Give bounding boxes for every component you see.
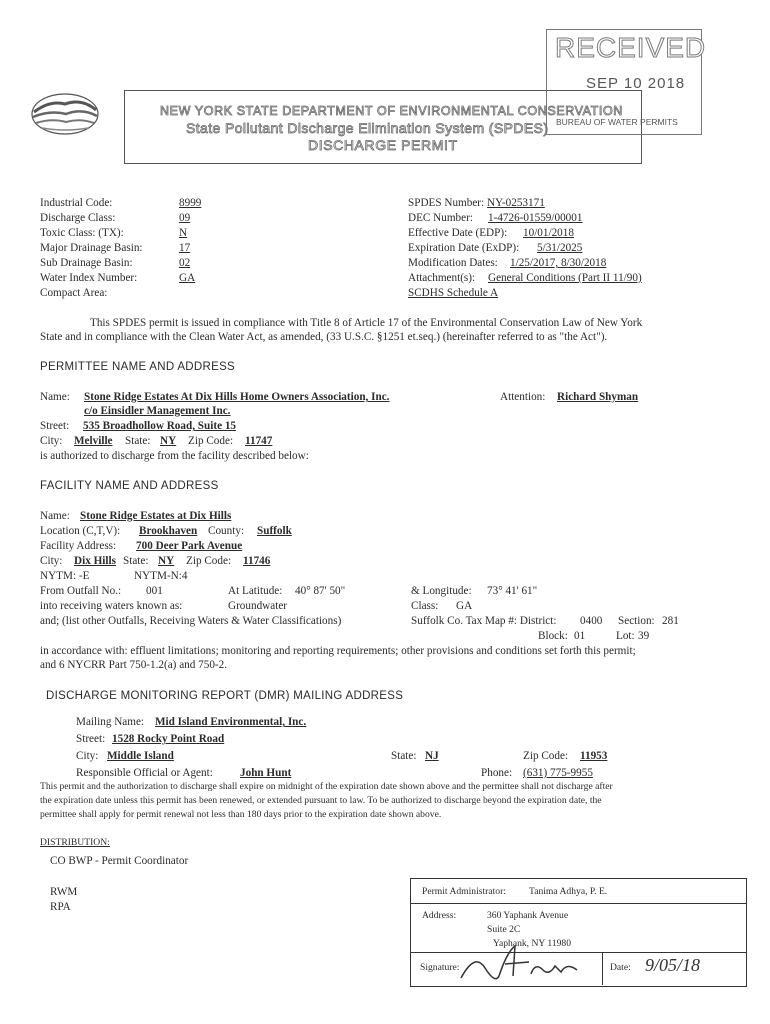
water-index-value: GA (179, 272, 196, 284)
compact-area-label: Compact Area: (40, 287, 108, 299)
facility-address: 700 Deer Park Avenue (136, 540, 243, 552)
dec-logo (30, 92, 100, 136)
attachments-label: Attachment(s): (408, 272, 476, 284)
major-basin-value: 17 (179, 242, 191, 254)
header-permit-title: DISCHARGE PERMIT (308, 137, 458, 153)
facility-county-label: County: (208, 525, 245, 537)
received-date: SEP 10 2018 (586, 75, 686, 92)
dmr-phone-label: Phone: (481, 767, 513, 779)
tax-block: 01 (574, 630, 586, 642)
received-bureau: BUREAU OF WATER PERMITS (556, 117, 678, 127)
permittee-name-2: c/o Einsidler Management Inc. (84, 405, 231, 417)
permittee-name-label: Name: (40, 391, 70, 403)
attachments-value: General Conditions (Part II 11/90) (488, 272, 642, 284)
tax-section-label: Section: (618, 615, 655, 627)
dmr-phone: (631) 775-9955 (523, 767, 593, 779)
admin-address-1: 360 Yaphank Avenue (487, 910, 569, 921)
attention-label: Attention: (500, 391, 546, 403)
water-class: GA (456, 600, 473, 612)
facility-city: Dix Hills (74, 555, 116, 567)
attention-name: Richard Shyman (557, 391, 639, 403)
facility-name-label: Name: (40, 510, 70, 522)
longitude-label: & Longitude: (411, 585, 472, 597)
sub-basin-value: 02 (179, 257, 191, 269)
date-label: Date: (610, 962, 631, 973)
expiration-date-value: 5/31/2025 (537, 242, 583, 254)
facility-zip: 11746 (243, 555, 271, 567)
admin-date-divider (602, 952, 603, 985)
spdes-number-label: SPDES Number: (408, 197, 485, 209)
receiving-waters-label: into receiving waters known as: (40, 600, 183, 612)
discharge-class-value: 09 (179, 212, 191, 224)
receiving-waters: Groundwater (228, 600, 288, 612)
facility-county: Suffolk (257, 525, 292, 537)
effective-date-value: 10/01/2018 (523, 227, 574, 239)
tax-lot: 39 (638, 630, 650, 642)
expiry-line-2: the expiration date unless this permit has been renewed, or extended pursuant to law. To be authorized to discharge beyond the expiration date, the (40, 795, 602, 806)
dmr-city: Middle Island (107, 750, 174, 762)
permittee-state-label: State: (125, 435, 151, 447)
admin-address-2: Suite 2C (487, 924, 521, 935)
facility-location: Brookhaven (139, 525, 198, 537)
intro-line-2: State and in compliance with the Clean Water Act, as amended, (33 U.S.C. §1251 et.seq.) (hereinafter referred to as "the Act"). (40, 331, 608, 343)
distribution-item: RWM (50, 886, 78, 898)
dmr-city-label: City: (76, 750, 99, 762)
facility-state: NY (158, 555, 175, 567)
facility-zip-label: Zip Code: (186, 555, 232, 567)
dmr-zip: 11953 (580, 750, 608, 762)
expiry-line-1: This permit and the authorization to discharge shall expire on midnight of the expiration date shown above and the permittee shall not discharge after (40, 781, 613, 792)
dmr-state-label: State: (391, 750, 417, 762)
signature-label: Signature: (420, 962, 460, 973)
water-class-label: Class: (411, 600, 439, 612)
outfall-number: 001 (146, 585, 163, 597)
longitude-value: 73° 41' 61" (487, 585, 538, 597)
header-spdes: State Pollutant Discharge Elimination System (SPDES) (186, 120, 549, 136)
permittee-zip-label: Zip Code: (188, 435, 234, 447)
spdes-number-value: NY-0253171 (487, 197, 545, 209)
intro-line-1: This SPDES permit is issued in compliance with Title 8 of Article 17 of the Environmental Conservation Law of New York (90, 317, 643, 329)
facility-heading: FACILITY NAME AND ADDRESS (40, 480, 219, 492)
distribution-item: RPA (50, 901, 71, 913)
facility-address-label: Facility Address: (40, 540, 117, 552)
admin-address-label: Address: (422, 910, 457, 921)
expiry-line-3: permittee shall apply for permit renewal not less than 180 days prior to the expiration date shown above. (40, 809, 442, 820)
accordance-line-1: in accordance with: effluent limitations; monitoring and reporting requirements; other provisions and conditions set forth this permit; (40, 645, 636, 657)
industrial-code-label: Industrial Code: (40, 197, 113, 209)
sub-basin-label: Sub Drainage Basin: (40, 257, 133, 269)
nytm-n: NYTM-N:4 (134, 570, 188, 582)
dec-number-label: DEC Number: (408, 212, 473, 224)
dmr-street: 1528 Rocky Point Road (112, 733, 225, 745)
admin-divider (410, 903, 747, 904)
admin-address-3: Yaphank, NY 11980 (493, 938, 571, 949)
attachments-value-2: SCDHS Schedule A (408, 287, 499, 299)
tax-district: 0400 (580, 615, 603, 627)
administrator-label: Permit Administrator: (422, 886, 506, 897)
accordance-line-2: and 6 NYCRR Part 750-1.2(a) and 750-2. (40, 659, 228, 671)
other-outfalls: and; (list other Outfalls, Receiving Waters & Water Classifications) (40, 615, 342, 627)
permittee-heading: PERMITTEE NAME AND ADDRESS (40, 361, 236, 373)
received-word: RECEIVED (555, 32, 707, 63)
discharge-class-label: Discharge Class: (40, 212, 116, 224)
dmr-heading: DISCHARGE MONITORING REPORT (DMR) MAILING ADDRESS (46, 690, 404, 702)
dmr-official: John Hunt (240, 767, 292, 779)
permittee-zip: 11747 (245, 435, 273, 447)
facility-state-label: State: (123, 555, 149, 567)
facility-location-label: Location (C,T,V): (40, 525, 121, 537)
tax-map-label: Suffolk Co. Tax Map #: District: (411, 615, 557, 627)
latitude-label: At Latitude: (228, 585, 283, 597)
modification-dates-value: 1/25/2017, 8/30/2018 (510, 257, 607, 269)
modification-dates-label: Modification Dates: (408, 257, 498, 269)
industrial-code-value: 8999 (179, 197, 202, 209)
facility-name: Stone Ridge Estates at Dix Hills (80, 510, 232, 522)
permittee-street: 535 Broadhollow Road, Suite 15 (83, 420, 237, 432)
distribution-heading: DISTRIBUTION: (40, 837, 110, 848)
major-basin-label: Major Drainage Basin: (40, 242, 143, 254)
permittee-city: Melville (74, 435, 113, 447)
expiration-date-label: Expiration Date (ExDP): (408, 242, 520, 254)
nytm-e: NYTM: -E (40, 570, 90, 582)
permittee-state: NY (160, 435, 177, 447)
date-value: 9/05/18 (645, 955, 701, 975)
tax-lot-label: Lot: (616, 630, 635, 642)
tax-section: 281 (662, 615, 679, 627)
facility-city-label: City: (40, 555, 63, 567)
signature (455, 942, 590, 984)
administrator-name: Tanima Adhya, P. E. (529, 886, 608, 897)
dmr-street-label: Street: (76, 733, 106, 745)
permittee-authorized: is authorized to discharge from the facility described below: (40, 450, 309, 462)
outfall-label: From Outfall No.: (40, 585, 122, 597)
dmr-official-label: Responsible Official or Agent: (76, 767, 213, 779)
latitude-value: 40° 87' 50" (295, 585, 346, 597)
dmr-zip-label: Zip Code: (523, 750, 569, 762)
water-index-label: Water Index Number: (40, 272, 138, 284)
permittee-city-label: City: (40, 435, 63, 447)
permittee-name: Stone Ridge Estates At Dix Hills Home Owners Association, Inc. (84, 391, 390, 403)
distribution-item: CO BWP - Permit Coordinator (50, 855, 189, 867)
dmr-mailing-name: Mid Island Environmental, Inc. (155, 716, 307, 728)
permittee-street-label: Street: (40, 420, 70, 432)
tax-block-label: Block: (538, 630, 568, 642)
header-department: NEW YORK STATE DEPARTMENT OF ENVIRONMENTAL CONSERVATION (160, 104, 623, 118)
toxic-class-value: N (179, 227, 188, 239)
effective-date-label: Effective Date (EDP): (408, 227, 508, 239)
dec-number-value: 1-4726-01559/00001 (488, 212, 583, 224)
dmr-state: NJ (425, 750, 439, 762)
toxic-class-label: Toxic Class: (TX): (40, 227, 124, 239)
dmr-mailing-label: Mailing Name: (76, 716, 145, 728)
